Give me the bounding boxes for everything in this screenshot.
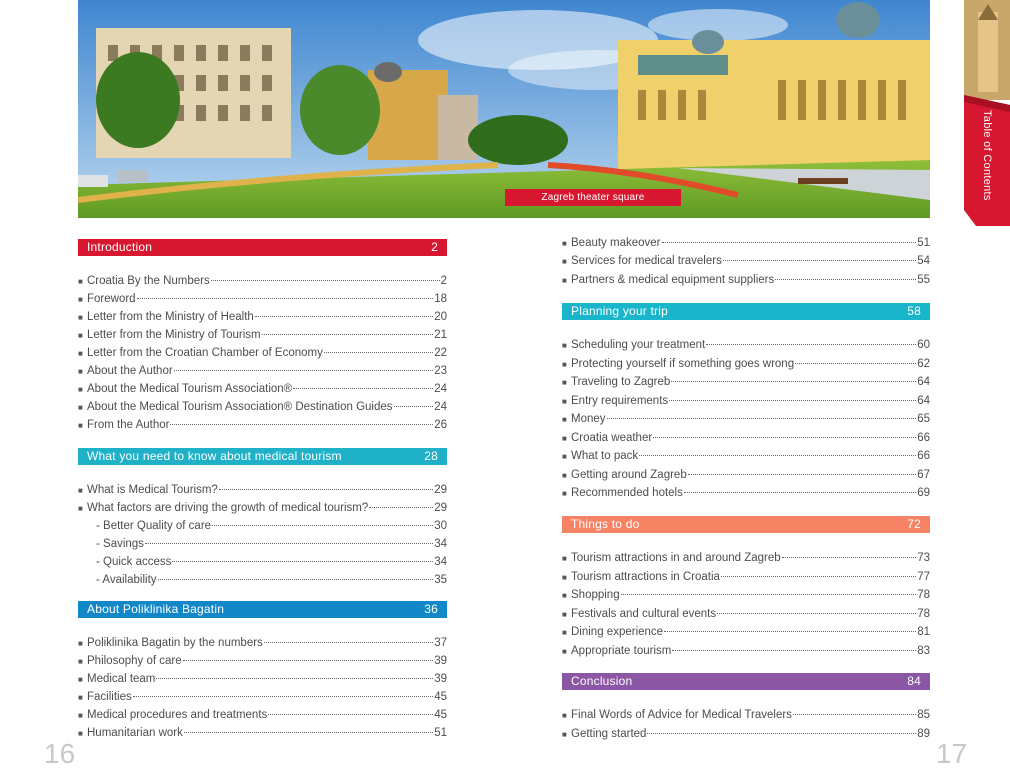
toc-entry[interactable] bbox=[78, 325, 447, 341]
dot-leader bbox=[672, 638, 916, 651]
section-page: 72 bbox=[907, 517, 921, 531]
bullet-icon: ■ bbox=[78, 403, 83, 412]
dot-leader bbox=[607, 406, 917, 419]
bullet-icon: ■ bbox=[78, 504, 83, 513]
toc-entry-page: 18 bbox=[434, 293, 447, 305]
toc-entry-title: Traveling to Zagreb bbox=[571, 376, 671, 388]
toc-entry-title: From the Author bbox=[87, 419, 170, 431]
toc-entry-page: 39 bbox=[434, 655, 447, 667]
toc-entry-title: Partners & medical equipment suppliers bbox=[571, 273, 775, 286]
dot-leader bbox=[662, 230, 917, 243]
toc-entry[interactable] bbox=[562, 409, 930, 425]
toc-entry[interactable] bbox=[78, 498, 447, 514]
toc-entry-title: Getting started bbox=[571, 728, 647, 740]
dot-leader bbox=[723, 248, 916, 261]
dot-leader bbox=[706, 332, 916, 345]
bullet-icon: ■ bbox=[78, 486, 83, 495]
toc-entry[interactable] bbox=[78, 361, 447, 377]
toc-entry-title: What factors are driving the growth of medical tourism? bbox=[87, 502, 369, 514]
bullet-icon: ■ bbox=[78, 693, 83, 702]
dot-leader bbox=[262, 322, 434, 335]
toc-entry[interactable] bbox=[562, 270, 930, 286]
section-title: Planning your trip bbox=[571, 304, 668, 318]
toc-entry-page: 62 bbox=[917, 357, 930, 370]
toc-entry-title: Humanitarian work bbox=[87, 727, 183, 739]
dot-leader bbox=[172, 549, 433, 562]
section-title: Things to do bbox=[571, 517, 640, 531]
bullet-icon: ■ bbox=[78, 639, 83, 648]
toc-entry-page: 67 bbox=[917, 468, 930, 481]
toc-entry-title: Poliklinika Bagatin by the numbers bbox=[87, 637, 263, 649]
bullet-icon: ■ bbox=[78, 313, 83, 322]
dot-leader bbox=[793, 702, 916, 715]
toc-entry-title: Protecting yourself if something goes wrong bbox=[571, 357, 795, 370]
toc-entry[interactable] bbox=[78, 379, 447, 395]
toc-entry-title: Festivals and cultural events bbox=[571, 607, 717, 620]
toc-entry[interactable] bbox=[78, 633, 447, 649]
toc-entry-title: Letter from the Croatian Chamber of Economy bbox=[87, 347, 323, 359]
toc-entry-page: 54 bbox=[917, 255, 930, 268]
dot-leader bbox=[212, 513, 433, 526]
toc-entry-page: 78 bbox=[917, 607, 930, 620]
toc-entry-page: 20 bbox=[434, 311, 447, 323]
dot-leader bbox=[639, 443, 916, 456]
toc-entry[interactable] bbox=[78, 289, 447, 305]
bullet-icon: ■ bbox=[562, 359, 567, 369]
toc-entry-page: 30 bbox=[434, 520, 447, 532]
toc-entry-page: 55 bbox=[917, 273, 930, 286]
dot-leader bbox=[782, 545, 917, 558]
dot-leader bbox=[653, 425, 916, 438]
toc-entry[interactable] bbox=[562, 233, 930, 249]
section-header-conclusion[interactable] bbox=[562, 673, 930, 690]
toc-entry-page: 81 bbox=[917, 626, 930, 638]
toc-entry-title: About the Medical Tourism Association® Destination Guides bbox=[87, 401, 393, 413]
toc-entry-title: Services for medical travelers bbox=[571, 255, 722, 268]
dot-leader bbox=[647, 721, 916, 734]
section-header-things-to-do[interactable] bbox=[562, 516, 930, 533]
toc-entry[interactable] bbox=[78, 552, 447, 568]
toc-entry-page: 34 bbox=[434, 556, 447, 568]
toc-entry-page: 29 bbox=[434, 502, 447, 514]
dot-leader bbox=[156, 666, 433, 679]
toc-entry-page: 45 bbox=[434, 691, 447, 703]
bullet-icon: ■ bbox=[78, 277, 83, 286]
toc-entry-page: 64 bbox=[917, 394, 930, 407]
toc-entry-title: Final Words of Advice for Medical Travelers bbox=[571, 709, 792, 721]
toc-entry[interactable] bbox=[78, 271, 447, 287]
bullet-icon: ■ bbox=[562, 239, 567, 248]
bullet-icon: ■ bbox=[78, 711, 83, 720]
dot-leader bbox=[268, 702, 433, 715]
bullet-icon: ■ bbox=[78, 421, 83, 430]
toc-entry[interactable] bbox=[562, 585, 930, 601]
toc-entry-title: About the Author bbox=[87, 365, 173, 377]
toc-entry-page: 34 bbox=[434, 538, 447, 550]
toc-entry-page: 66 bbox=[917, 450, 930, 462]
toc-entry-title: - Quick access bbox=[96, 556, 172, 568]
bullet-icon: ■ bbox=[562, 572, 567, 582]
toc-entry[interactable] bbox=[78, 651, 447, 667]
toc-entry-page: 2 bbox=[440, 275, 447, 287]
dot-leader bbox=[133, 684, 433, 697]
bullet-icon: ■ bbox=[78, 729, 83, 738]
page-number-left: 16 bbox=[44, 738, 76, 769]
bullet-icon: ■ bbox=[78, 295, 83, 304]
toc-entry-page: 23 bbox=[434, 365, 447, 377]
bullet-icon: ■ bbox=[78, 367, 83, 376]
section-page: 36 bbox=[424, 602, 438, 616]
section-page: 2 bbox=[431, 240, 438, 254]
toc-entry-title: Getting around Zagreb bbox=[571, 468, 687, 481]
bullet-icon: ■ bbox=[562, 646, 567, 656]
toc-entry[interactable] bbox=[562, 446, 930, 462]
toc-entry[interactable] bbox=[78, 669, 447, 685]
dot-leader bbox=[775, 267, 916, 280]
dot-leader bbox=[184, 720, 433, 733]
toc-entry[interactable] bbox=[562, 567, 930, 583]
dot-leader bbox=[293, 376, 433, 389]
toc-entry-title: Dining experience bbox=[571, 626, 664, 638]
dot-leader bbox=[669, 388, 916, 401]
toc-entry[interactable] bbox=[562, 465, 930, 481]
toc-entry-page: 45 bbox=[434, 709, 447, 721]
bullet-icon: ■ bbox=[562, 415, 567, 424]
toc-entry[interactable] bbox=[562, 622, 930, 638]
bullet-icon: ■ bbox=[78, 349, 83, 358]
toc-entry[interactable] bbox=[562, 641, 930, 657]
toc-entry-title: Shopping bbox=[571, 589, 620, 601]
toc-entry-title: Tourism attractions in Croatia bbox=[571, 570, 720, 583]
bullet-icon: ■ bbox=[562, 257, 567, 267]
dot-leader bbox=[394, 394, 434, 407]
toc-entry-page: 60 bbox=[917, 339, 930, 351]
toc-entry-page: 65 bbox=[917, 413, 930, 425]
photo-caption: Zagreb theater square bbox=[505, 189, 681, 206]
toc-entry[interactable] bbox=[78, 705, 447, 721]
toc-entry[interactable] bbox=[562, 548, 930, 564]
toc-entry-page: 51 bbox=[434, 727, 447, 739]
dot-leader bbox=[717, 601, 916, 614]
toc-entry-title: Entry requirements bbox=[571, 394, 669, 407]
dot-leader bbox=[688, 462, 916, 475]
section-title: Introduction bbox=[87, 240, 153, 254]
section-page: 28 bbox=[424, 449, 438, 463]
toc-entry[interactable] bbox=[78, 723, 447, 739]
toc-entry[interactable] bbox=[562, 483, 930, 499]
bullet-icon: ■ bbox=[562, 341, 567, 350]
bullet-icon: ■ bbox=[78, 385, 83, 394]
page-number-right: 17 bbox=[936, 738, 968, 769]
section-title: About Poliklinika Bagatin bbox=[87, 602, 225, 616]
toc-entry-title: Letter from the Ministry of Health bbox=[87, 311, 254, 323]
section-title: What you need to know about medical tourism bbox=[87, 449, 342, 463]
bullet-icon: ■ bbox=[562, 470, 567, 480]
toc-entry-page: 29 bbox=[434, 484, 447, 496]
section-title: Conclusion bbox=[571, 674, 633, 688]
toc-entry-title: What is Medical Tourism? bbox=[87, 484, 218, 496]
dot-leader bbox=[264, 630, 433, 643]
toc-entry[interactable] bbox=[78, 570, 447, 586]
toc-entry-page: 69 bbox=[917, 487, 930, 499]
toc-entry-title: Philosophy of care bbox=[87, 655, 182, 667]
toc-entry-page: 37 bbox=[434, 637, 447, 649]
dot-leader bbox=[671, 369, 916, 382]
bullet-icon: ■ bbox=[562, 489, 567, 498]
toc-entry-page: 26 bbox=[434, 419, 447, 431]
toc-entry-page: 24 bbox=[434, 401, 447, 413]
bullet-icon: ■ bbox=[562, 554, 567, 563]
toc-entry[interactable] bbox=[78, 397, 447, 413]
toc-entry-page: 89 bbox=[917, 728, 930, 740]
toc-entry-title: Tourism attractions in and around Zagreb bbox=[571, 552, 781, 564]
toc-entry[interactable] bbox=[562, 354, 930, 370]
section-header-planning[interactable] bbox=[562, 303, 930, 320]
toc-entry[interactable] bbox=[78, 307, 447, 323]
toc-entry-title: Appropriate tourism bbox=[571, 644, 672, 657]
section-header-introduction[interactable] bbox=[78, 239, 447, 256]
toc-entry-title: - Savings bbox=[96, 538, 144, 550]
toc-entry-title: Medical procedures and treatments bbox=[87, 709, 268, 721]
toc-entry[interactable] bbox=[78, 480, 447, 496]
toc-entry-title: Scheduling your treatment bbox=[571, 339, 706, 351]
toc-entry-page: 78 bbox=[917, 589, 930, 601]
toc-tab-label: Table of Contents bbox=[981, 110, 993, 201]
toc-entry[interactable] bbox=[562, 428, 930, 444]
bullet-icon: ■ bbox=[562, 711, 567, 720]
dot-leader bbox=[255, 304, 433, 317]
dot-leader bbox=[795, 351, 916, 364]
bullet-icon: ■ bbox=[78, 675, 83, 684]
toc-entry-page: 85 bbox=[917, 709, 930, 721]
toc-entry-page: 77 bbox=[917, 570, 930, 583]
dot-leader bbox=[211, 268, 440, 281]
bullet-icon: ■ bbox=[562, 730, 567, 739]
toc-entry-title: - Better Quality of care bbox=[96, 520, 212, 532]
dot-leader bbox=[684, 480, 916, 493]
dot-leader bbox=[145, 531, 433, 544]
hero-photo bbox=[78, 0, 930, 218]
toc-entry-title: Foreword bbox=[87, 293, 136, 305]
bullet-icon: ■ bbox=[562, 628, 567, 637]
dot-leader bbox=[137, 286, 434, 299]
bullet-icon: ■ bbox=[562, 452, 567, 461]
dot-leader bbox=[721, 564, 916, 577]
toc-entry[interactable] bbox=[78, 415, 447, 431]
toc-entry-title: Facilities bbox=[87, 691, 132, 703]
toc-entry[interactable] bbox=[562, 335, 930, 351]
bullet-icon: ■ bbox=[562, 609, 567, 619]
toc-entry-title: Croatia By the Numbers bbox=[87, 275, 210, 287]
bullet-icon: ■ bbox=[562, 433, 567, 443]
toc-entry-title: Recommended hotels bbox=[571, 487, 683, 499]
dot-leader bbox=[183, 648, 434, 661]
toc-entry-page: 39 bbox=[434, 673, 447, 685]
toc-entry[interactable] bbox=[562, 724, 930, 740]
toc-entry[interactable] bbox=[78, 343, 447, 359]
toc-entry[interactable] bbox=[562, 391, 930, 407]
toc-entry-title: Letter from the Ministry of Tourism bbox=[87, 329, 261, 341]
section-page: 58 bbox=[907, 304, 921, 318]
dot-leader bbox=[158, 567, 434, 580]
dot-leader bbox=[324, 340, 433, 353]
toc-entry-page: 21 bbox=[434, 329, 447, 341]
bullet-icon: ■ bbox=[562, 275, 567, 285]
section-page: 84 bbox=[907, 674, 921, 688]
bullet-icon: ■ bbox=[562, 396, 567, 406]
toc-entry-title: Beauty makeover bbox=[571, 237, 661, 249]
toc-entry[interactable] bbox=[562, 372, 930, 388]
toc-entry-page: 83 bbox=[917, 644, 930, 657]
toc-entry-page: 66 bbox=[917, 431, 930, 444]
toc-entry[interactable] bbox=[562, 705, 930, 721]
section-header-poliklinika[interactable] bbox=[78, 601, 447, 618]
bullet-icon: ■ bbox=[562, 591, 567, 600]
toc-entry[interactable] bbox=[78, 534, 447, 550]
toc-entry-title: About the Medical Tourism Association® bbox=[87, 383, 293, 395]
toc-entry-page: 73 bbox=[917, 552, 930, 564]
toc-entry-page: 24 bbox=[434, 383, 447, 395]
toc-entry[interactable] bbox=[78, 687, 447, 703]
bullet-icon: ■ bbox=[78, 657, 83, 666]
toc-entry-title: Croatia weather bbox=[571, 431, 653, 444]
toc-entry[interactable] bbox=[78, 516, 447, 532]
dot-leader bbox=[621, 582, 917, 595]
section-header-medical-tourism[interactable] bbox=[78, 448, 447, 465]
toc-entry-title: Money bbox=[571, 413, 606, 425]
dot-leader bbox=[174, 358, 434, 371]
dot-leader bbox=[219, 477, 433, 490]
dot-leader bbox=[664, 619, 916, 632]
dot-leader bbox=[369, 495, 433, 508]
toc-entry-page: 64 bbox=[917, 376, 930, 388]
toc-entry-title: Medical team bbox=[87, 673, 156, 685]
toc-entry-page: 22 bbox=[434, 347, 447, 359]
bullet-icon: ■ bbox=[562, 378, 567, 387]
dot-leader bbox=[170, 412, 433, 425]
toc-entry-title: What to pack bbox=[571, 450, 639, 462]
bullet-icon: ■ bbox=[78, 331, 83, 340]
toc-entry-title: - Availability bbox=[96, 574, 157, 586]
toc-entry-page: 51 bbox=[917, 237, 930, 249]
toc-entry[interactable] bbox=[562, 251, 930, 267]
toc-entry-page: 35 bbox=[434, 574, 447, 586]
toc-entry[interactable] bbox=[562, 604, 930, 620]
